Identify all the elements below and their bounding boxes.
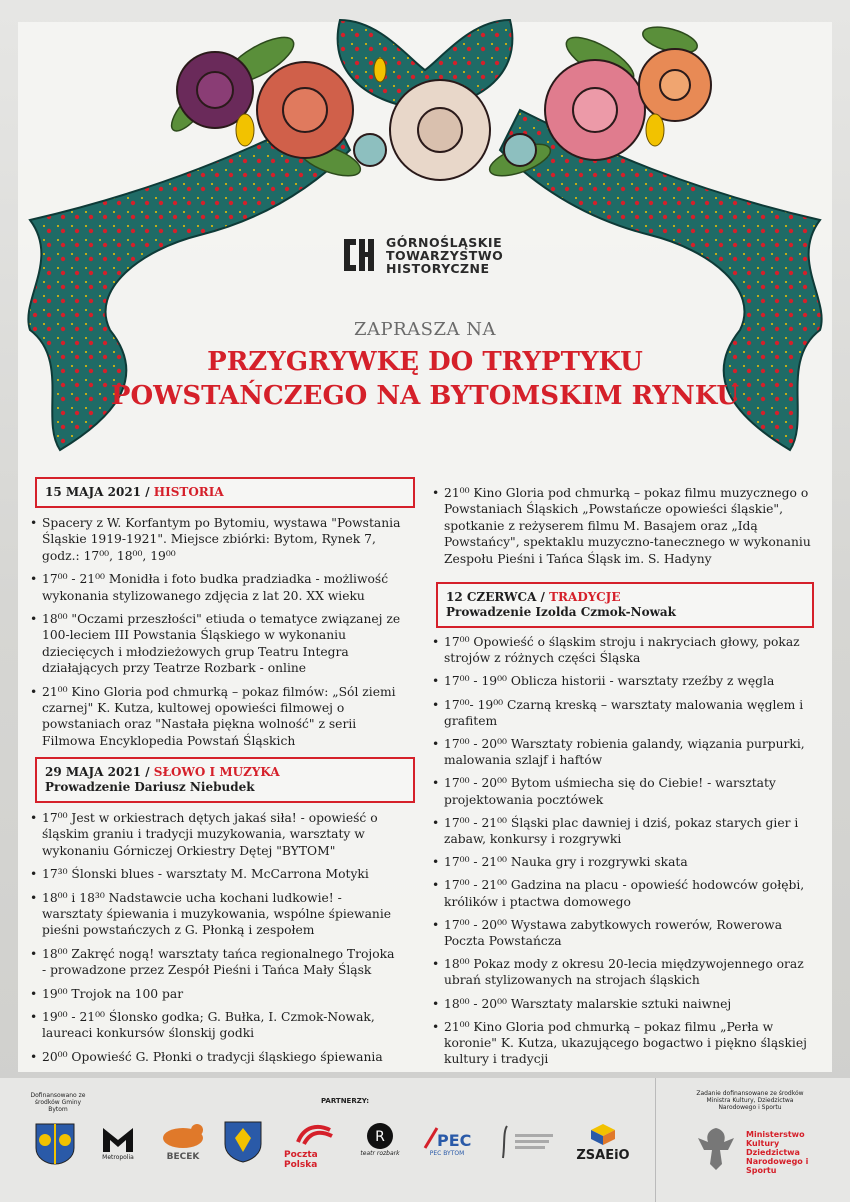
polish-eagle-icon: [694, 1124, 738, 1172]
list-item: • 19⁰⁰ Trojok na 100 par: [30, 986, 402, 1002]
section1-list: [30, 515, 402, 749]
list-item: • 18⁰⁰ - 20⁰⁰ Warsztaty malarskie sztuki naiwnej: [432, 996, 817, 1012]
section-host: Prowadzenie Dariusz Niebudek: [45, 780, 255, 794]
title-line-2: POWSTAŃCZEGO NA BYTOMSKIM RYNKU: [110, 381, 740, 411]
partner-metropolia: [96, 1122, 140, 1161]
funded-left-label: Dofinansowano ze środków Gminy Bytom: [30, 1092, 86, 1114]
svg-text:PEC: PEC: [437, 1131, 471, 1150]
partners-label: PARTNERZY:: [320, 1097, 370, 1105]
section-header-tradycje: [436, 582, 814, 628]
invite-subtitle: ZAPRASZA NA: [354, 319, 496, 340]
list-item: • 18⁰⁰ Pokaz mody z okresu 20-lecia międzywojennego oraz ubrań stylizowanych na strojach śląskich: [432, 956, 817, 988]
partner-pec: [420, 1126, 474, 1157]
section3-list: [432, 634, 817, 1067]
section-header-historia: [35, 477, 415, 508]
gth-logo: [340, 230, 540, 280]
list-item: • 17⁰⁰ - 20⁰⁰ Wystawa zabytkowych rowerów, Rowerowa Poczta Powstańcza: [432, 917, 817, 949]
partner-name: BECEK: [166, 1152, 200, 1162]
list-item: • 20⁰⁰ Opowieść G. Płonki o tradycji śląskiego śpiewania: [30, 1049, 402, 1065]
partner-name: ZSAEiO: [576, 1148, 630, 1163]
list-item: • 21⁰⁰ Kino Gloria pod chmurką – pokaz filmów: „Sól ziemi czarnej" K. Kutza, kultowej opowieści filmowej o powstaniach oraz "Nastała piękna wolność" z serii Filmowa Encyklopedia Powstań Śląskich: [30, 684, 402, 750]
section-theme: TRADYCJE: [549, 590, 621, 604]
logo-line-1: GÓRNOŚLĄSKIE: [386, 234, 503, 250]
partner-teatr-rozbark: [360, 1122, 400, 1157]
partner-becek: [155, 1122, 211, 1162]
list-item: • 17⁰⁰ Opowieść o śląskim stroju i nakryciach głowy, pokaz strojów z różnych części Śląska: [432, 634, 817, 666]
list-item: • Spacery z W. Korfantym po Bytomiu, wystawa "Powstania Śląskie 1919-1921". Miejsce zbiórki: Bytom, Rynek 7, godz.: 17⁰⁰, 18⁰⁰, 19⁰⁰: [30, 515, 402, 564]
list-item: • 17⁰⁰ - 21⁰⁰ Nauka gry i rozgrywki skata: [432, 854, 817, 870]
partner-poczta-polska: [284, 1122, 348, 1170]
partner-name: PEC BYTOM: [429, 1150, 465, 1157]
list-item: • 18⁰⁰ "Oczami przeszłości" etiuda o tematyce związanej ze 100-leciem III Powstania Śląskiego w wykonaniu dziecięcych i młodzieżowych grup Teatru Integra działających przy Teatrze Rozbark - online: [30, 611, 402, 677]
partner-name: Poczta Polska: [284, 1150, 318, 1170]
page-title: [0, 345, 850, 413]
list-item: • 17⁰⁰ - 21⁰⁰ Śląski plac dawniej i dziś, pokaz starych gier i zabaw, konkursy i rozgrywki: [432, 815, 817, 847]
list-item: • 17⁰⁰ Jest w orkiestrach dętych jakaś siła! - opowieść o śląskim graniu i tradycji muzykowania, warsztaty w wykonaniu Górniczej Orkiestry Dętej "BYTOM": [30, 810, 402, 859]
silesia-coat-of-arms-icon: [222, 1118, 264, 1164]
gth-logo-icon: [340, 235, 378, 275]
pec-icon: [423, 1126, 471, 1150]
bytom-coat-of-arms-icon: [34, 1122, 76, 1166]
svg-text:R: R: [375, 1129, 385, 1145]
funded-right-label: Zadanie dofinansowane ze środków Ministra Kultury, Dziedzictwa Narodowego i Sportu: [696, 1090, 804, 1112]
section-header-slowo: [35, 757, 415, 803]
list-item: • 17³⁰ Ślonski blues - warsztaty M. McCarrona Motyki: [30, 866, 402, 882]
logo-line-3: HISTORYCZNE: [386, 260, 490, 276]
list-item: • 17⁰⁰ - 20⁰⁰ Warsztaty robienia galandy, wiązania purpurki, malowania szlajf i haftów: [432, 736, 817, 768]
list-item: • 19⁰⁰ - 21⁰⁰ Ślonsko godka; G. Bułka, I. Czmok-Nowak, laureaci konkursów ślonskij godki: [30, 1009, 402, 1042]
left-column: [30, 515, 402, 756]
list-item: • 21⁰⁰ Kino Gloria pod chmurką – pokaz filmu muzycznego o Powstaniach Śląskich „Powstańcze opowieści śląskie", spotkanie z reżyserem filmu M. Basajem oraz „Idą Powstańcy", spektaklu muzyczno-tanecznego w wykonaniu Zespołu Pieśni i Tańca Śląsk im. S. Hadyny: [432, 485, 817, 567]
poczta-polska-icon: [294, 1122, 338, 1148]
footer-divider: [655, 1078, 656, 1202]
ministry-logo-text: Ministerstwo Kultury Dziedzictwa Narodowego i Sportu: [746, 1130, 809, 1175]
right-column: [432, 485, 817, 574]
section-date: 12 CZERWCA /: [446, 590, 550, 604]
right-column-2: [432, 634, 817, 1074]
list-item: • 17⁰⁰ - 19⁰⁰ Oblicza historii - warsztaty rzeźby z węgla: [432, 673, 817, 689]
list-item: • 17⁰⁰ - 21⁰⁰ Monidła i foto budka pradziadka - możliwość wykonania stylizowanego zdjęcia z lat 20. XX wieku: [30, 571, 402, 604]
list-item: • 21⁰⁰ Kino Gloria pod chmurką – pokaz filmu „Perła w koronie" K. Kutza, ukazującego bogactwo i piękno śląskiej kultury i tradycji: [432, 1019, 817, 1068]
section2-list: [30, 810, 402, 1065]
left-column-2: [30, 810, 402, 1072]
list-item: • 18⁰⁰ Zakręć nogą! warsztaty tańca regionalnego Trojoka - prowadzone przez Zespół Pieśni i Tańca Mały Śląsk: [30, 946, 402, 979]
dance-school-icon: [495, 1124, 555, 1160]
becek-icon: [159, 1122, 207, 1150]
list-item: • 17⁰⁰ - 20⁰⁰ Bytom uśmiecha się do Ciebie! - warsztaty projektowania pocztówek: [432, 775, 817, 807]
section-date: 29 MAJA 2021 /: [45, 765, 154, 779]
section-date: 15 MAJA 2021 /: [45, 485, 154, 499]
rozbark-icon: [366, 1122, 394, 1150]
metropolia-icon: [101, 1122, 135, 1154]
section-theme: SŁOWO I MUZYKA: [153, 765, 280, 779]
partner-name: Metropolia: [102, 1154, 134, 1161]
partner-name: teatr rozbark: [360, 1150, 400, 1157]
list-item: • 18⁰⁰ i 18³⁰ Nadstawcie ucha kochani ludkowie! - warsztaty śpiewania i muzykowania, wspólne śpiewanie pieśni powstańczych z G. Płonką i zespołem: [30, 890, 402, 939]
list-item: • 17⁰⁰ - 21⁰⁰ Gadzina na placu - opowieść hodowców gołębi, królików i ptactwa domowego: [432, 877, 817, 909]
sponsors-footer: [0, 1078, 850, 1202]
zsaeio-icon: [589, 1122, 617, 1146]
section-theme: HISTORIA: [153, 485, 224, 499]
section2-extra-list: [432, 485, 817, 567]
title-line-1: PRZYGRYWKĘ DO TRYPTYKU: [207, 347, 643, 377]
section-host: Prowadzenie Izolda Czmok-Nowak: [446, 605, 676, 619]
logo-line-2: TOWARZYSTWO: [386, 247, 504, 263]
partner-zsaeio: [572, 1122, 634, 1163]
list-item: • 17⁰⁰- 19⁰⁰ Czarną kreską – warsztaty malowania węglem i grafitem: [432, 697, 817, 729]
